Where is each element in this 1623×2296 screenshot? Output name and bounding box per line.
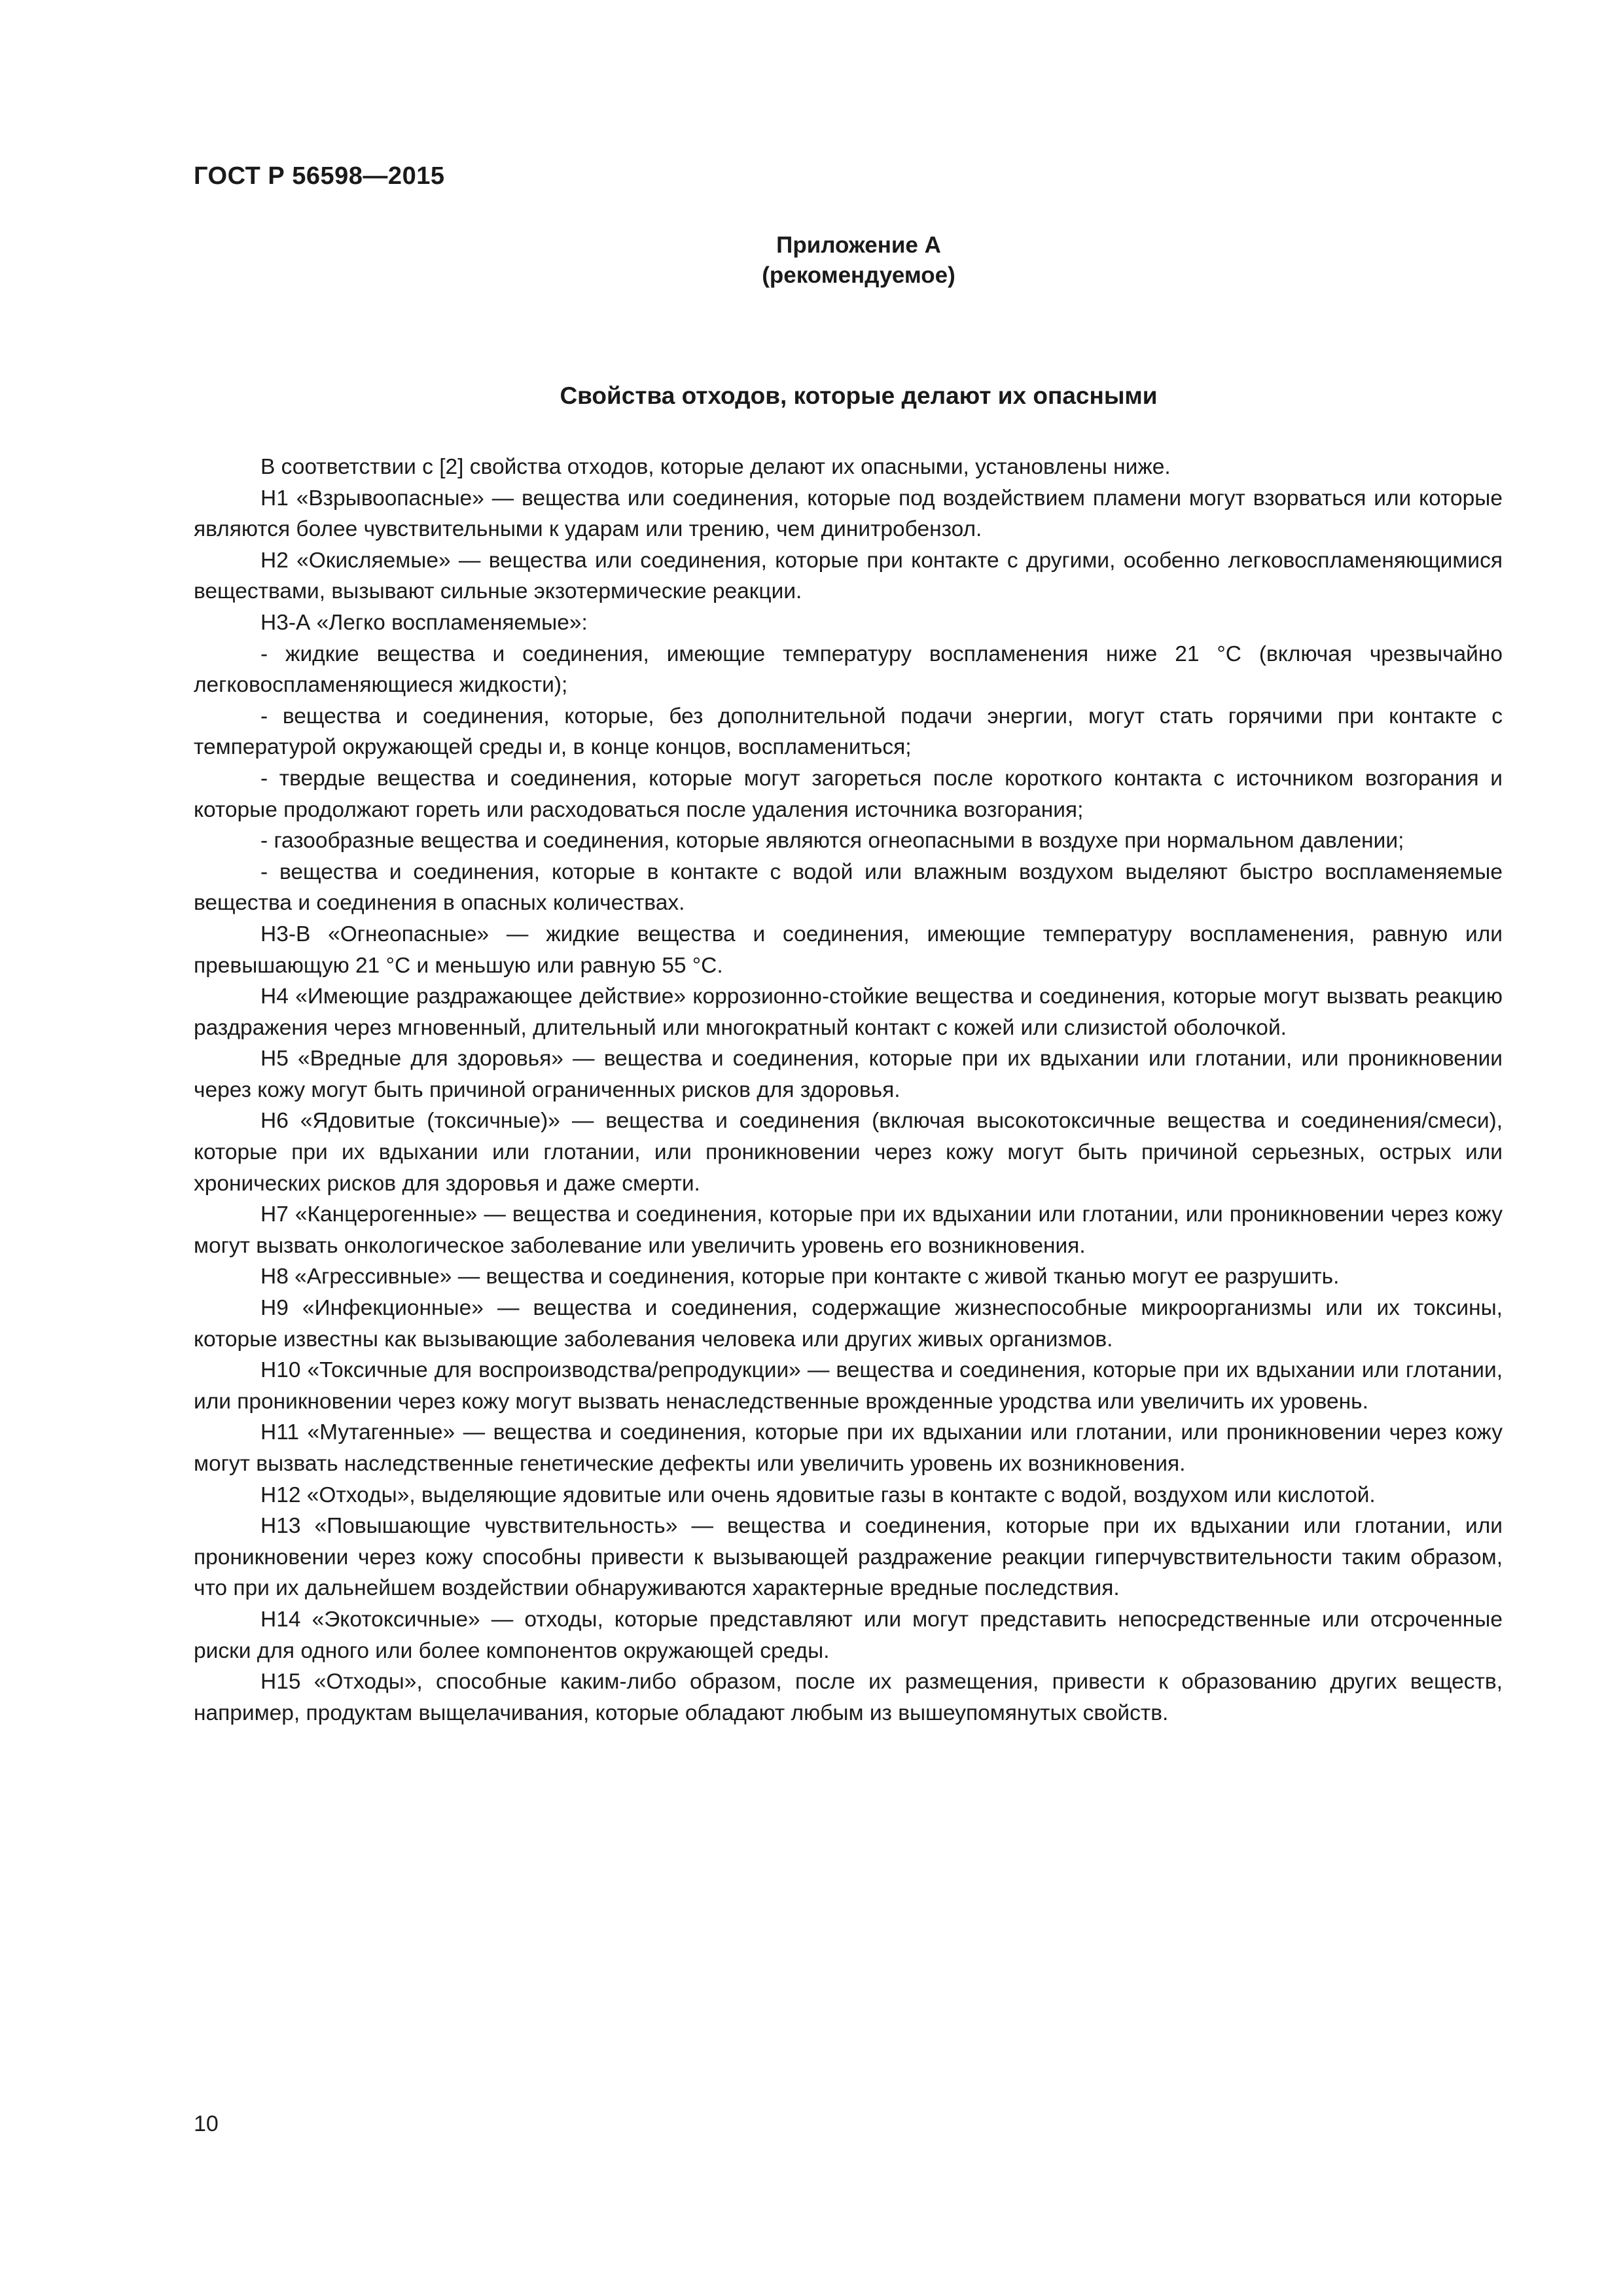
body-text — [194, 452, 1503, 1729]
paragraph-intro: В соответствии с [2] свойства отходов, которые делают их опасными, установлены ниже. — [260, 455, 1171, 479]
paragraph-h3b: Н3-В «Огнеопасные» — жидкие вещества и соединения, имеющие температуру воспламенения, равную или превышающую 21 °С и меньшую или равную 55 °С. — [194, 922, 1503, 978]
paragraph-h15: Н15 «Отходы», способные каким-либо образом, после их размещения, привести к образованию других веществ, например, продуктам выщелачивания, которые обладают любым из вышеупомянутых свойств. — [194, 1670, 1503, 1725]
appendix-type: (рекомендуемое) — [762, 262, 955, 288]
section-title — [0, 382, 1623, 410]
list-item-h3a-1: - жидкие вещества и соединения, имеющие температуру воспламенения ниже 21 °С (включая чрезвычайно легковоспламеняющиеся жидкости); — [194, 641, 1503, 698]
paragraph-h12: Н12 «Отходы», выделяющие ядовитые или очень ядовитые газы в контакте с водой, воздухом или кислотой. — [260, 1482, 1376, 1507]
appendix-label: Приложение А — [776, 232, 941, 258]
list-item-h3a-5: - вещества и соединения, которые в контакте с водой или влажным воздухом выделяют быстро воспламеняемые вещества и соединения в опасных количествах. — [194, 859, 1503, 916]
paragraph-h7: Н7 «Канцерогенные» — вещества и соединения, которые при их вдыхании или глотании, или проникновении через кожу могут вызвать онкологическое заболевание или увеличить уровень его возникновения. — [194, 1202, 1503, 1258]
paragraph-h4: Н4 «Имеющие раздражающее действие» коррозионно-стойкие вещества и соединения, которые могут вызвать реакцию раздражения через мгновенный, длительный или многократный контакт с кожей или слизистой оболочкой. — [194, 984, 1503, 1040]
paragraph-h6: Н6 «Ядовитые (токсичные)» — вещества и соединения (включая высокотоксичные вещества и соединения/смеси), которые при их вдыхании или глотании, или проникновении через кожу могут быть причиной серьезных, острых или хронических рисков для здоровья и даже смерти. — [194, 1109, 1503, 1196]
list-item-h3a-4: - газообразные вещества и соединения, которые являются огнеопасными в воздухе при нормальном давлении; — [260, 829, 1404, 853]
paragraph-h2: Н2 «Окисляемые» — вещества или соединения, которые при контакте с другими, особенно легковоспламеняющимися веществами, вызывают сильные экзотермические реакции. — [194, 548, 1503, 604]
paragraph-h13: Н13 «Повышающие чувствительность» — вещества и соединения, которые при их вдыхании или глотании, или проникновении через кожу способны привести к вызывающей раздражение реакции гиперчувствительности таким образом, что при их дальнейшем воздействии обнаруживаются характерные вредные последствия. — [194, 1514, 1503, 1601]
page-number: 10 — [194, 2111, 219, 2136]
appendix-heading — [0, 230, 1623, 291]
paragraph-h11: Н11 «Мутагенные» — вещества и соединения, которые при их вдыхании или глотании, или проникновении через кожу могут вызвать наследственные генетические дефекты или увеличить уровень их возникновения. — [194, 1420, 1503, 1476]
list-item-h3a-3: - твердые вещества и соединения, которые могут загореться после короткого контакта с источником возгорания и которые продолжают гореть или расходоваться после удаления источника возгорания; — [194, 766, 1503, 822]
section-title-text: Свойства отходов, которые делают их опасными — [560, 382, 1158, 409]
paragraph-h3a: Н3-А «Легко воспламеняемые»: — [260, 610, 588, 635]
paragraph-h1: Н1 «Взрывоопасные» — вещества или соединения, которые под воздействием пламени могут взорваться или которые являются более чувствительными к ударам или трению, чем динитробензол. — [194, 486, 1503, 542]
list-item-h3a-2: - вещества и соединения, которые, без дополнительной подачи энергии, могут стать горячими при контакте с температурой окружающей среды и, в конце концов, воспламениться; — [194, 704, 1503, 760]
paragraph-h5: Н5 «Вредные для здоровья» — вещества и соединения, которые при их вдыхании или глотании, или проникновении через кожу могут быть причиной ограниченных рисков для здоровья. — [194, 1047, 1503, 1102]
document-code: ГОСТ Р 56598—2015 — [194, 162, 445, 190]
paragraph-h14: Н14 «Экотоксичные» — отходы, которые представляют или могут представить непосредственные или отсроченные риски для одного или более компонентов окружающей среды. — [194, 1607, 1503, 1663]
paragraph-h10: Н10 «Токсичные для воспроизводства/репродукции» — вещества и соединения, которые при их вдыхании или глотании, или проникновении через кожу могут вызвать ненаследственные врожденные уродства или увеличить их уровень. — [194, 1358, 1503, 1414]
paragraph-h8: Н8 «Агрессивные» — вещества и соединения, которые при контакте с живой тканью могут ее разрушить. — [260, 1265, 1340, 1289]
paragraph-h9: Н9 «Инфекционные» — вещества и соединения, содержащие жизнеспособные микроорганизмы или их токсины, которые известны как вызывающие заболевания человека или других живых организмов. — [194, 1296, 1503, 1352]
